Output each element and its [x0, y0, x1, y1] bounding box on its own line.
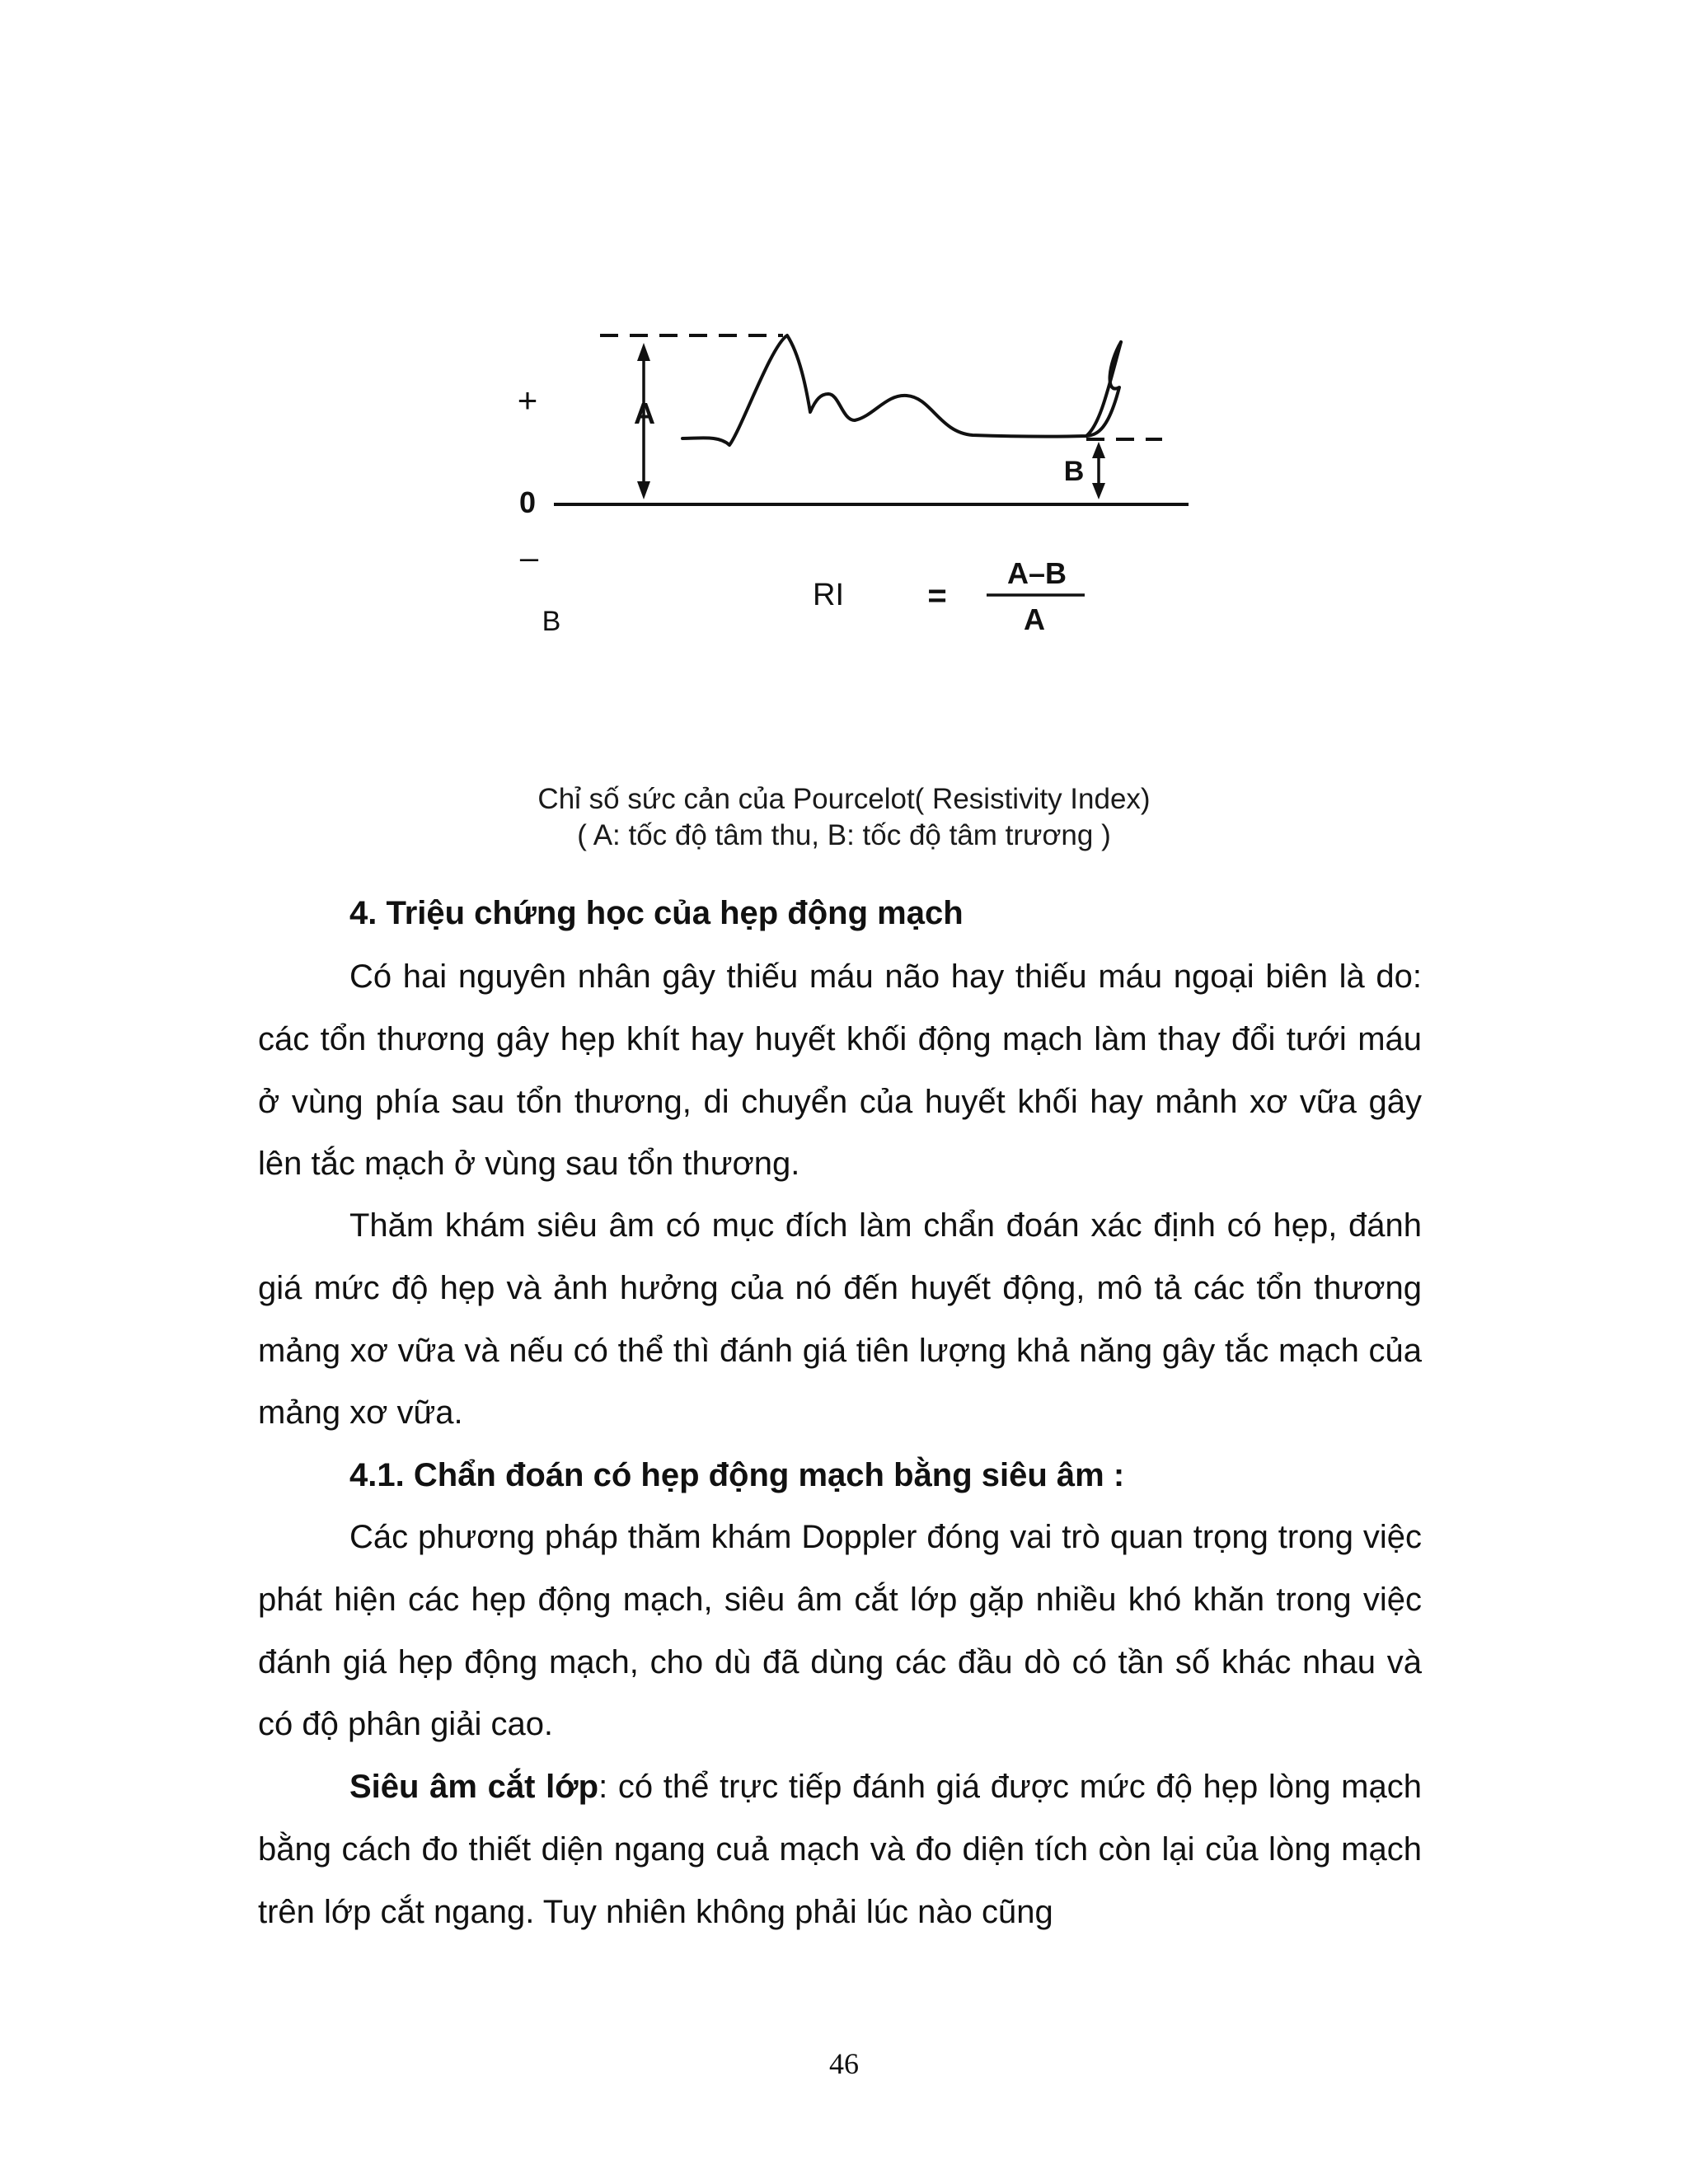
arrow-b-up-head: [1092, 442, 1105, 458]
section-4-paragraph-1: Có hai nguyên nhân gây thiếu máu não hay thiếu máu ngoại biên là do: các tổn thương gây hẹp khít hay huyết khối động mạch làm thay đổi tưới máu ở vùng phía sau tổn thương, di chuyển của huyết khối hay mảnh xơ vữa gây lên tắc mạch ở vùng sau tổn thương.: [258, 958, 1422, 1183]
label-b: B: [1063, 456, 1085, 487]
paragraph-rest: : có thể trực tiếp đánh giá được mức độ hẹp lòng mạch bằng cách đo thiết diện ngang cuả mạch và đo diện tích còn lại của lòng mạch trên lớp cắt ngang. Tuy nhiên không phải lúc nào cũng: [258, 1769, 1422, 1930]
ri-numerator: A–B: [1006, 556, 1067, 590]
section-4-heading: 4. Triệu chứng học của hẹp động mạch: [349, 895, 964, 931]
section-4-1-paragraph-1: Các phương pháp thăm khám Doppler đóng vai trò quan trọng trong việc phát hiện các hẹp động mạch, siêu âm cắt lớp gặp nhiều khó khăn trong việc đánh giá hẹp động mạch, cho dù đã dùng các đầu dò có tần số khác nhau và có độ phân giải cao.: [258, 1519, 1422, 1743]
page-number: 46: [829, 2047, 859, 2080]
zero-label: 0: [518, 485, 537, 519]
section-4-paragraph-2: Thăm khám siêu âm có mục đích làm chẩn đoán xác định có hẹp, đánh giá mức độ hẹp và ảnh hưởng của nó đến huyết động, mô tả các tổn thương mảng xơ vữa và nếu có thể thì đánh giá tiên lượng khả năng gây tắc mạch của mảng xơ vữa.: [258, 1207, 1422, 1432]
ri-denominator: A: [1024, 602, 1045, 636]
figure-caption-line-1: Chỉ số sức cản của Pourcelot( Resistivity Index): [537, 783, 1151, 815]
section-4-1-heading: 4.1. Chẩn đoán có hẹp động mạch bằng siêu âm :: [349, 1457, 1125, 1493]
minus-sign: –: [519, 540, 539, 576]
figure-caption-line-2: ( A: tốc độ tâm thu, B: tốc độ tâm trương ): [577, 819, 1111, 851]
waveform-curve: [682, 335, 1121, 445]
arrow-a-up-head: [637, 343, 650, 361]
resistivity-index-figure: [0, 0, 1688, 742]
paragraph-bold-lead: Siêu âm cắt lớp: [349, 1769, 599, 1805]
arrow-a-down-head: [637, 481, 650, 499]
equals-sign: =: [927, 578, 947, 614]
label-a: A: [634, 396, 655, 430]
corner-label-b: B: [542, 606, 561, 637]
section-4-1-paragraph-2: [258, 1756, 1422, 1943]
ri-label: RI: [813, 578, 844, 612]
doppler-waveform-diagram: [0, 0, 1688, 742]
plus-sign: +: [517, 381, 538, 419]
arrow-b-down-head: [1092, 483, 1105, 499]
